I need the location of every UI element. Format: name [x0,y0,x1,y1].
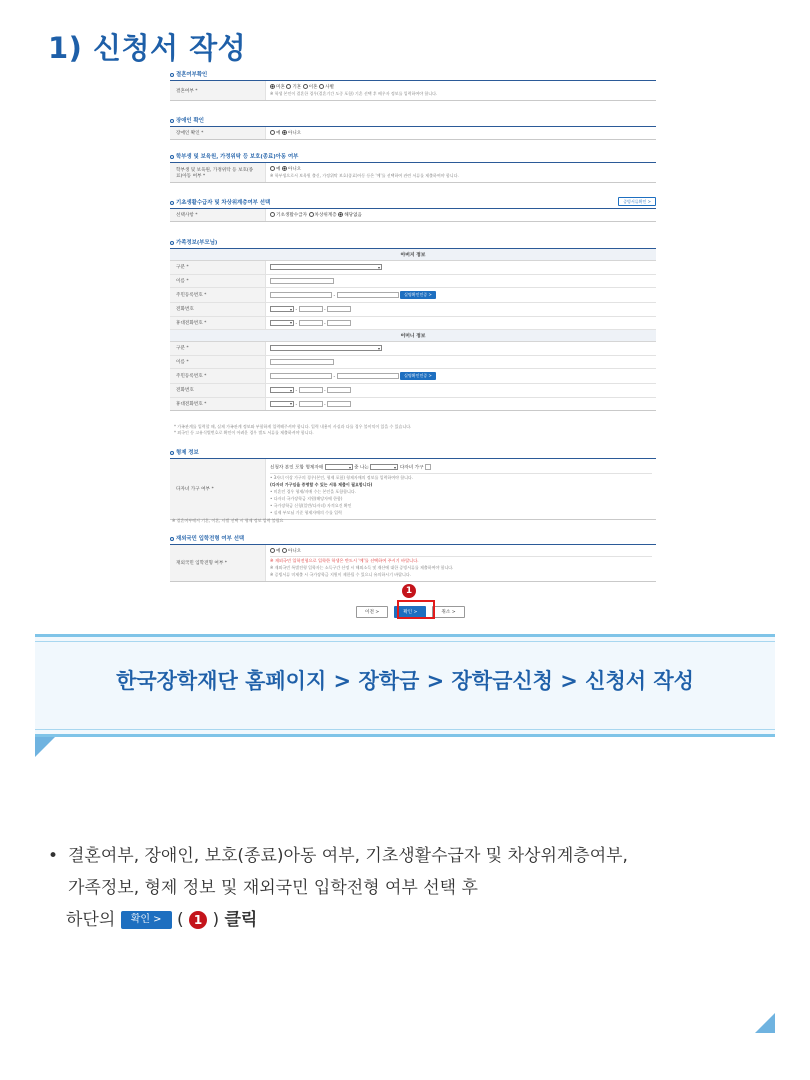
sibling-label: 다자녀 가구 여부 * [170,459,266,519]
basic-table: 선택사항 * 기초생활수급자 차상위계층 해당없음 [170,208,656,222]
mother-heading: 어머니 정보 [170,330,656,342]
mother-type-select[interactable] [270,345,382,351]
section-heading-protected: 학부생 및 보육원, 가정위탁 등 보호(종료)아동 여부 [170,152,298,160]
confirm-button-illustration: 확인 > [121,911,172,929]
mother-rrn-label: 주민등록번호 * [170,369,266,383]
mother-mobile-label: 휴대전화번호 * [170,398,266,411]
corner-triangle-top [35,737,55,757]
father-name-input[interactable] [270,278,334,284]
mother-type-label: 구분 * [170,342,266,355]
protected-table: 학부생 및 보육원, 가정위탁 등 보호(종료)아동 여부 * 예 아니오 ※ 학부생으로서 보육원 출신, 가정위탁 보호(종료)아동 등은 '예'를 선택하여 관련 서류를 제출하여야 합니다. [170,162,656,183]
father-mobile-end[interactable] [327,320,351,326]
father-verify-button[interactable]: 실명확인인증 > [400,291,436,299]
corner-triangle-bottom [755,1013,775,1033]
click-text: 클릭 [224,910,258,930]
father-heading: 아버지 정보 [170,249,656,261]
instruction-line-3: 하단의 [66,910,116,930]
father-phone-label: 전화번호 [170,303,266,316]
mother-name-label: 이름 * [170,356,266,369]
section-heading-overseas: 재외국민 입학전형 여부 선택 [170,534,244,542]
mother-mobile-area[interactable] [270,401,294,407]
multi-child-checkbox[interactable] [425,464,431,470]
mother-phone-area[interactable] [270,387,294,393]
page-title: 1) 신청서 작성 [48,31,247,65]
marriage-label: 결혼여부 * [170,81,266,100]
father-name-label: 이름 * [170,275,266,288]
radio-single[interactable] [270,84,275,89]
instruction-bullet: • [48,846,59,866]
father-type-label: 구분 * [170,261,266,274]
father-mobile-area[interactable] [270,320,294,326]
family-table: 아버지 정보 구분 * 이름 * 주민등록번호 * - 실명확인인증 > 전화번호 - - 휴대전화번호 * - - 어머니 정보 구분 * 이름 * 주민등록번호 * - 실명확인인증 > 전화번호 - - 휴대전화번호 * - - [170,248,656,411]
father-mobile-label: 휴대전화번호 * [170,317,266,330]
sibling-table: 다자녀 가구 여부 * 신청자 본인 포함 형제자매 중 나는 다자녀 가구 • 3자녀 이상 가구의 경우(본인, 형제 포함) 형제자매의 정보를 입력하여야 합니다. (다자녀 가구임을 증명할 수 있는 서류 제출이 필요합니다) • 미혼인 경우 형제/자매 수는 본인을 포함합니다. • 다자녀 국가장학금 지원(해당자에 한함) • 국가장학금 신청(일반/다자녀) 자격요건 확인 • 실제 부모님 기준 형제자매의 수를 입력 [170,458,656,520]
marriage-note: ※ 학생 본인이 결혼한 경우(결혼기간 도중 포함) 기혼 선택 후 배우자 정보를 입력하여야 합니다. [270,91,438,96]
radio-disability-no[interactable] [282,130,287,135]
breadcrumb: 한국장학재단 홈페이지 > 장학금 > 장학금신청 > 신청서 작성 [116,669,694,693]
radio-overseas-no[interactable] [282,548,287,553]
father-mobile-mid[interactable] [299,320,323,326]
instruction-text: • 결혼여부, 장애인, 보호(종료)아동 여부, 기초생활수급자 및 차상위계층여부, 가족정보, 형제 정보 및 재외국민 입학전형 여부 선택 후 하단의 확인 > ( 1 ) 클릭 [48,840,788,936]
protected-note: ※ 학부생으로서 보육원 출신, 가정위탁 보호(종료)아동 등은 '예'를 선택하여 관련 서류를 제출하여야 합니다. [270,173,459,178]
mother-rrn-front[interactable] [270,373,332,379]
radio-widowed[interactable] [319,84,324,89]
marriage-table: 결혼여부 * 미혼 기혼 이혼 사별 ※ 학생 본인이 결혼한 경우(결혼기간 도중 포함) 기혼 선택 후 배우자 정보를 입력하여야 합니다. [170,80,656,101]
father-rrn-front[interactable] [270,292,332,298]
disability-label: 장애인 확인 * [170,127,266,139]
section-heading-sibling: 형제 정보 [170,448,199,456]
breadcrumb-banner [35,634,775,737]
proof-docs-button[interactable]: 증빙서류확인 > [618,197,656,206]
disability-table: 장애인 확인 * 예 아니오 [170,126,656,140]
overseas-table: 재외국민 입학전형 여부 * 예 아니오 ※ 재외국민 입학전형으로 입학한 학생은 반드시 '예'를 선택하여 주시기 바랍니다. ※ 재외국민 특별전형 입학자는 소득구간 산정 시 해외소득 및 재산에 대한 증빙서류를 제출하여야 합니다. ※ 증빙서류 미제출 시 국가장학금 지원이 제한될 수 있으니 유의하시기 바랍니다. [170,544,656,582]
mother-verify-button[interactable]: 실명확인인증 > [400,372,436,380]
radio-disability-yes[interactable] [270,130,275,135]
section-heading-basic: 기초생활수급자 및 차상위계층여부 선택 [170,198,270,206]
mother-rrn-back[interactable] [337,373,399,379]
father-phone-area[interactable] [270,306,294,312]
instruction-line-2: 가족정보, 형제 정보 및 재외국민 입학전형 여부 선택 후 [68,878,478,898]
basic-label: 선택사항 * [170,209,266,221]
radio-basic-recipient[interactable] [270,212,275,217]
prev-button[interactable]: 이전 > [356,606,388,618]
confirm-highlight-box [397,600,435,619]
step-marker-inline: 1 [189,911,207,929]
radio-near-poverty[interactable] [309,212,314,217]
section-heading-family: 가족정보(부모님) [170,238,217,246]
father-rrn-back[interactable] [337,292,399,298]
father-phone-end[interactable] [327,306,351,312]
overseas-label: 재외국민 입학전형 여부 * [170,545,266,581]
section-heading-marriage: 결혼여부확인 [170,70,207,78]
sibling-count-select[interactable] [325,464,353,470]
mother-phone-label: 전화번호 [170,384,266,397]
confirm-button[interactable]: 확인 > [394,606,426,618]
radio-protected-yes[interactable] [270,166,275,171]
radio-not-applicable[interactable] [338,212,343,217]
father-rrn-label: 주민등록번호 * [170,288,266,302]
family-notes: * 가족관계를 입력할 때, 실제 가족관계 정보와 부합하게 입력해주셔야 합니다. 입력 내용이 사실과 다를 경우 불이익이 있을 수 있습니다. * 외국인 등 고유식별번호로 확인이 어려운 경우 별도 서류를 제출하셔야 합니다. [174,424,412,435]
father-phone-mid[interactable] [299,306,323,312]
radio-married[interactable] [286,84,291,89]
application-form-screenshot [170,66,658,626]
mother-mobile-end[interactable] [327,401,351,407]
protected-label: 학부생 및 보육원, 가정위탁 등 보호(종료)아동 여부 * [170,163,266,182]
father-type-select[interactable] [270,264,382,270]
radio-divorced[interactable] [303,84,308,89]
mother-phone-mid[interactable] [299,387,323,393]
mother-phone-end[interactable] [327,387,351,393]
radio-overseas-yes[interactable] [270,548,275,553]
mother-name-input[interactable] [270,359,334,365]
mother-mobile-mid[interactable] [299,401,323,407]
sibling-footnote: ※ 결혼여부에서 기혼, 이혼, 사별 선택 시 형제 정보 입력 불필요 [172,518,284,523]
cancel-button[interactable]: 취소 > [432,606,464,618]
instruction-line-1: 결혼여부, 장애인, 보호(종료)아동 여부, 기초생활수급자 및 차상위계층여부, [68,846,628,866]
radio-protected-no[interactable] [282,166,287,171]
sibling-order-select[interactable] [370,464,398,470]
step-marker-badge: 1 [402,584,416,598]
section-heading-disability: 장애인 확인 [170,116,204,124]
